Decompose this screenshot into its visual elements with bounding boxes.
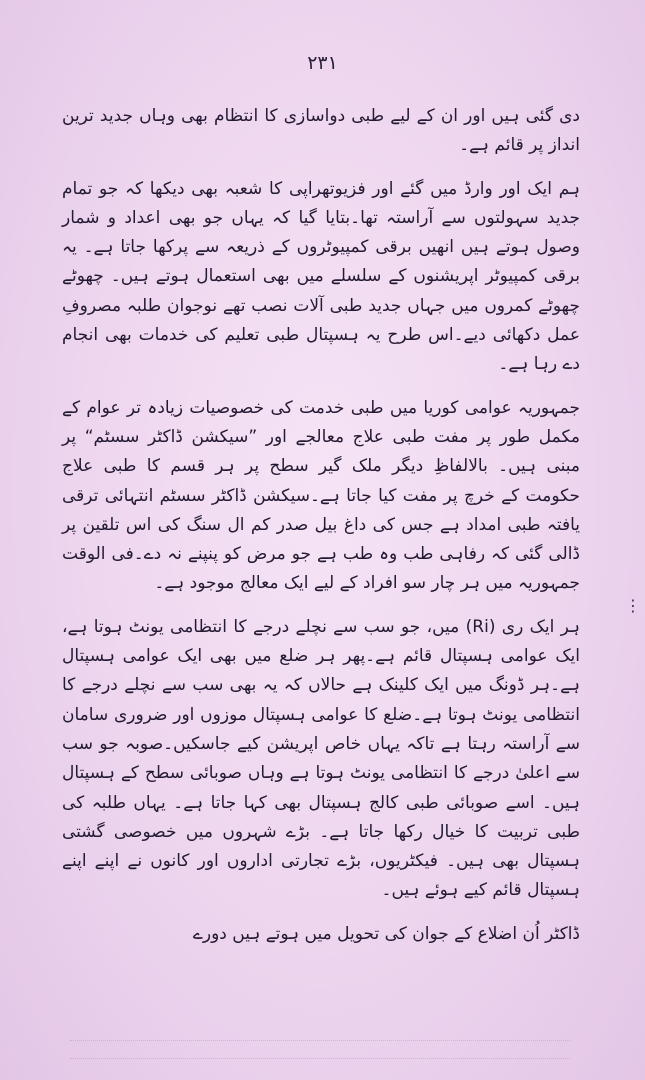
- bleed-through-line: [70, 1058, 570, 1060]
- paragraph-physiotherapy: ہم ایک اور وارڈ میں گئے اور فزیوتھراپی کا شعبہ بھی دیکھا کہ جو تمام جدید سہولتوں سے آراستہ تھا۔بتایا گیا کہ یہاں جو بھی اعداد و شمار وصول ہوتے ہیں انھیں برقی کمپیوٹروں کے ذریعہ سے پرکھا جاتا ہے۔ یہ برقی کمپیوٹر اپریشنوں کے سلسلے میں بھی استعمال ہوتے ہیں۔ چھوٹے چھوٹے کمروں میں جہاں جدید طبی آلات نصب تھے نوجوان طلبہ مصروفِ عمل دکھائی دیے۔اس طرح یہ ہسپتال طبی تعلیم کی خدمات بھی انجام دے رہا ہے۔: [62, 178, 580, 375]
- paragraph-doctors: ڈاکٹر اُن اضلاع کے جوان کی تحویل میں ہوتے ہیں دورے: [192, 923, 580, 944]
- page-text-body: [62, 102, 580, 963]
- margin-mark: ⋮: [625, 596, 641, 615]
- bleed-through-line: [70, 1040, 570, 1042]
- paragraph-pharmacy: دی گئی ہیں اور ان کے لیے طبی دواسازی کا انتظام بھی وہاں جدید ترین انداز پر قائم ہے۔: [62, 106, 580, 156]
- page-number: ۲۳۱: [307, 52, 338, 74]
- paragraph-hospitals: ہر ایک ری (Ri) میں، جو سب سے نچلے درجے کا انتظامی یونٹ ہوتا ہے، ایک عوامی ہسپتال قائم ہے۔پھر ہر ضلع میں بھی ایک عوامی ہسپتال ہے۔ہر ڈونگ میں ایک کلینک ہے حالاں کہ یہ بھی سب سے نچلے درجے کا انتظامی یونٹ ہوتا ہے۔ضلع کا عوامی ہسپتال موزوں اور ضروری سامان سے آراستہ رہتا ہے تاکہ یہاں خاص اپریشن کیے جاسکیں۔صوبہ جو سب سے اعلیٰ درجے کا انتظامی یونٹ ہوتا ہے وہاں صوبائی سطح کے ہسپتال ہیں۔ اسے صوبائی طبی کالج ہسپتال بھی کہا جاتا ہے۔ یہاں طلبہ کی طبی تربیت کا خیال رکھا جاتا ہے۔ بڑے شہروں میں خصوصی گشتی ہسپتال بھی ہیں۔ فیکٹریوں، بڑے تجارتی اداروں اور کانوں نے اپنے اپنے ہسپتال قائم کیے ہوئے ہیں۔: [62, 616, 580, 901]
- paragraph-medical-service: جمہوریہ عوامی کوریا میں طبی خدمت کی خصوصیات زیادہ تر عوام کے مکمل طور پر مفت طبی علاج معالجے اور ”سیکشن ڈاکٹر سسٹم“ پر مبنی ہیں۔ بالالفاظِ دیگر ملک گیر سطح پر ہر قسم کا طبی علاج حکومت کے خرچ پر مفت کیا جاتا ہے۔سیکشن ڈاکٹر سسٹم انتہائی ترقی یافتہ طبی امداد ہے جس کی داغ بیل صدر کم ال سنگ کی اس تلقین پر ڈالی گئی کہ رفاہی طب وہ طب ہے جو مرض کو پنپنے نہ دے۔فی الوقت جمہوریہ میں ہر چار سو افراد کے لیے ایک معالج موجود ہے۔: [62, 397, 580, 594]
